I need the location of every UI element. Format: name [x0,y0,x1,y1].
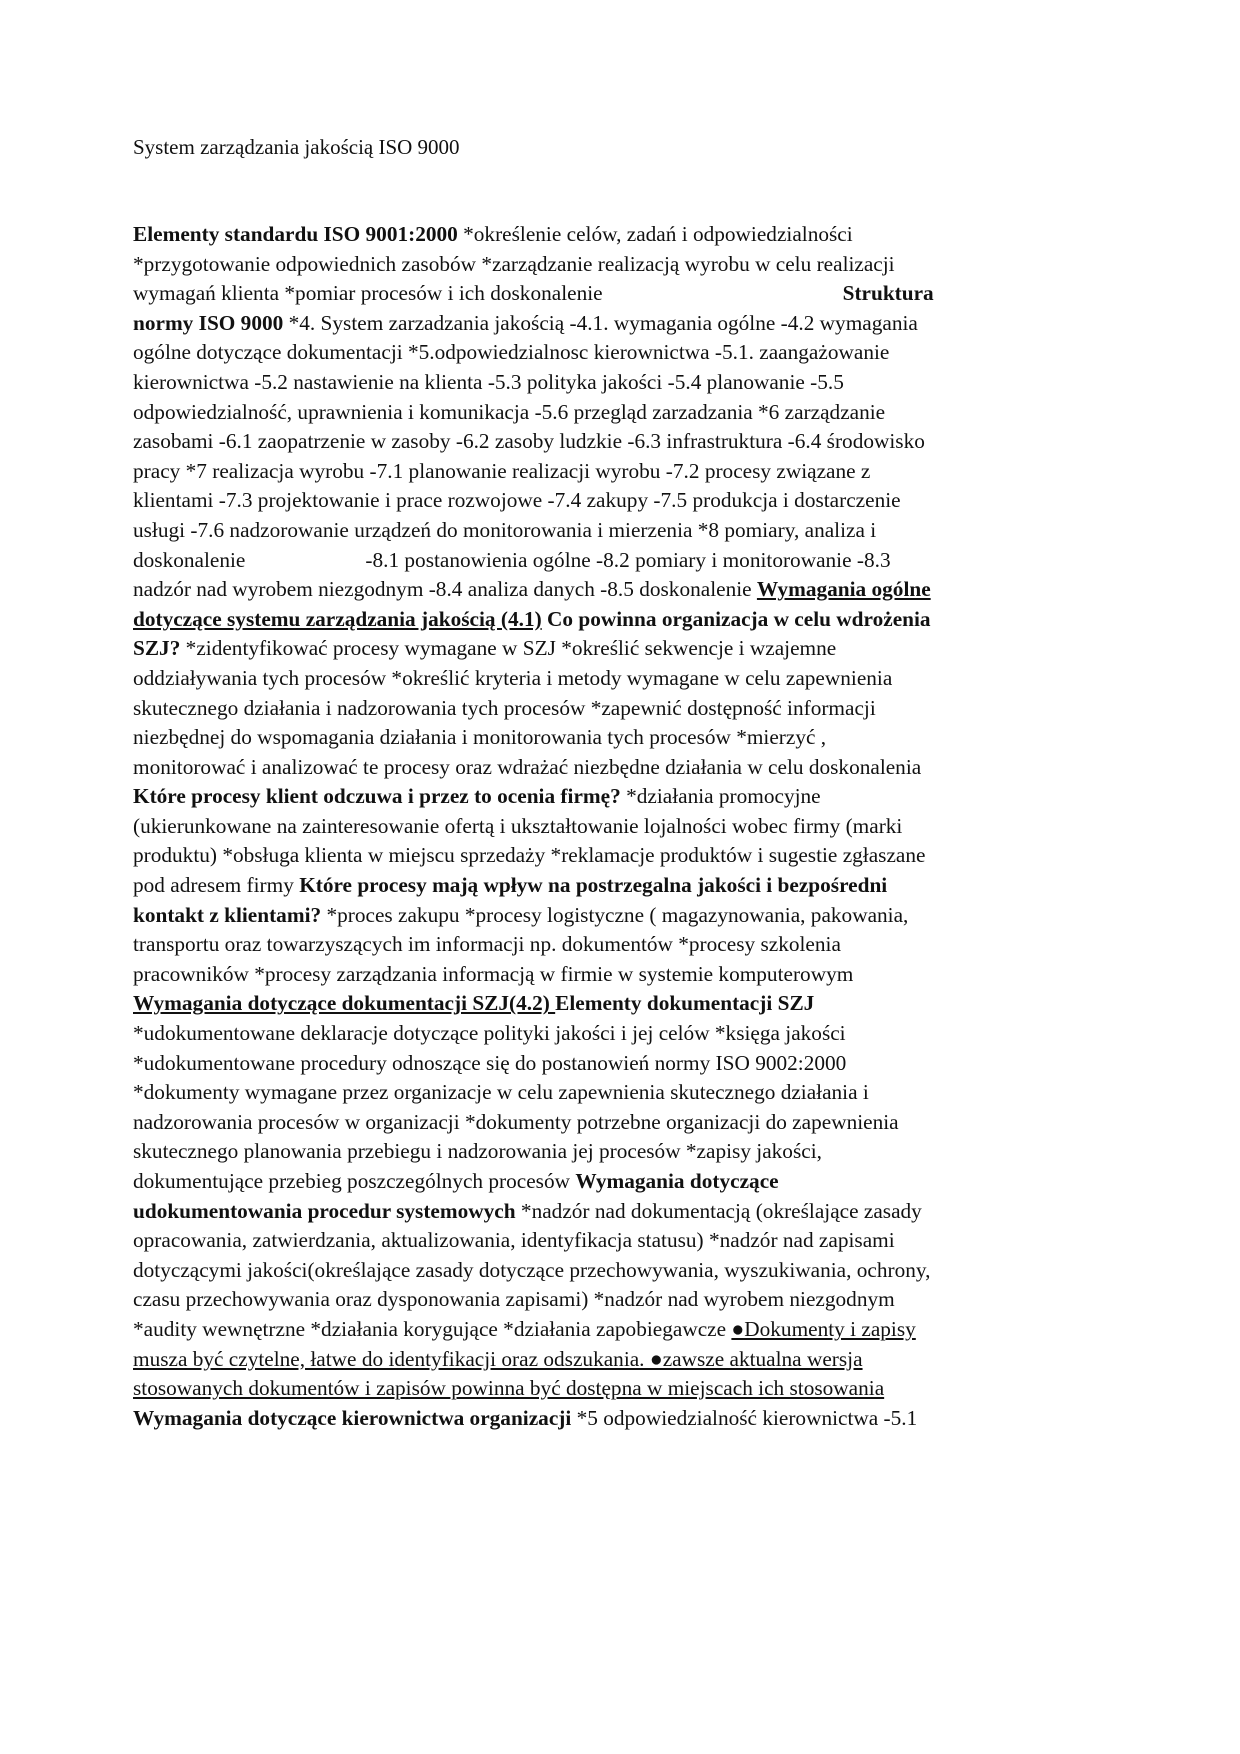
text-run: ●Dokumenty i zapisy [731,1316,916,1341]
text-line [133,753,983,783]
text-line [133,427,983,457]
text-line [133,634,983,664]
text-line [133,812,983,842]
text-line [133,901,983,931]
heading-run: dotyczące systemu zarządzania jakością (4.1) [133,606,542,631]
text-line [133,220,983,250]
text-line [133,516,983,546]
text-run: *udokumentowane deklaracje dotyczące polityki jakości i jej celów *księga jakości [133,1021,846,1046]
text-line [133,250,983,280]
text-line [133,1137,983,1167]
text-run: zasobami -6.1 zaopatrzenie w zasoby -6.2 zasoby ludzkie -6.3 infrastruktura -6.4 środowisko [133,429,925,454]
text-run: *proces zakupu *procesy logistyczne ( magazynowania, pakowania, [321,902,909,927]
text-run: *dokumenty wymagane przez organizacje w celu zapewnienia skutecznego działania i [133,1080,869,1105]
text-run: *udokumentowane procedury odnoszące się do postanowień normy ISO 9002:2000 [133,1050,847,1075]
text-run: pracowników *procesy zarządzania informacją w firmie w systemie komputerowym [133,961,854,986]
text-run: oddziaływania tych procesów *określić kryteria i metody wymagane w celu zapewnienia [133,665,893,690]
text-run: *5 odpowiedzialność kierownictwa -5.1 [571,1405,918,1430]
text-line [133,1345,983,1375]
text-line [133,309,983,339]
text-line [133,398,983,428]
text-run: stosowanych dokumentów i zapisów powinna być dostępna w miejscach ich stosowania [133,1376,885,1401]
text-line [133,664,983,694]
text-line [133,1108,983,1138]
text-line [133,1078,983,1108]
heading-run: Elementy dokumentacji SZJ [555,991,815,1016]
text-run: musza być czytelne, łatwe do identyfikacji oraz odszukania. ●zawsze aktualna wersja [133,1346,863,1371]
text-run: *nadzór nad dokumentacją (określające zasady [515,1198,922,1223]
text-line [133,279,983,309]
heading-run: Elementy standardu ISO 9001:2000 [133,222,458,246]
text-line [133,1285,983,1315]
text-run: dokumentujące przebieg poszczególnych procesów [133,1169,576,1193]
text-run: ogólne dotyczące dokumentacji *5.odpowiedzialnosc kierownictwa -5.1. zaangażowanie [133,340,890,365]
heading-run: udokumentowania procedur systemowych [133,1198,516,1223]
heading-run: Co powinna organizacja w celu wdrożenia [541,606,931,631]
text-line [133,486,983,516]
text-line [133,1315,983,1345]
text-line [133,457,983,487]
text-run: transportu oraz towarzyszących im informacji np. dokumentów *procesy szkolenia [133,932,841,957]
text-run: skutecznego planowania przebiegu i nadzorowania jej procesów *zapisy jakości, [133,1139,822,1164]
text-run: -8.1 postanowienia ogólne -8.2 pomiary i monitorowanie -8.3 [365,547,891,572]
text-line [133,960,983,990]
document-title: System zarządzania jakością ISO 9000 [133,135,460,159]
text-run: wymagań klienta *pomiar procesów i ich doskonalenie [133,281,603,306]
text-line [133,1226,983,1256]
text-run: doskonalenie [133,547,246,572]
text-line [133,782,983,812]
text-run: kierownictwa -5.2 nastawienie na klienta -5.3 polityka jakości -5.4 planowanie -5.5 [133,369,844,394]
text-line [133,605,983,635]
text-run: czasu przechowywania oraz dysponowania zapisami) *nadzór nad wyrobem niezgodnym [133,1287,895,1312]
text-run: *określenie celów, zadań i odpowiedzialności [457,222,853,246]
text-run: monitorować i analizować te procesy oraz wdrażać niezbędne działania w celu doskonalenia [133,754,922,779]
text-line [133,871,983,901]
text-line [133,1049,983,1079]
text-line [133,989,983,1019]
text-line [133,338,983,368]
heading-run: Struktura [842,281,934,306]
text-run: (ukierunkowane na zainteresowanie ofertą i ukształtowanie lojalności wobec firmy (marki [133,813,903,838]
text-line [133,575,983,605]
text-run: *zidentyfikować procesy wymagane w SZJ *określić sekwencje i wzajemne [180,636,837,661]
heading-run: Które procesy mają wpływ na postrzegalna jakości i bezpośredni [299,873,888,898]
heading-run: Wymagania dotyczące [575,1169,779,1193]
text-line [133,694,983,724]
text-line [133,1167,983,1197]
text-line [133,1404,983,1434]
text-line [133,368,983,398]
heading-run: kontakt z klientami? [133,902,322,927]
text-run: produktu) *obsługa klienta w miejscu sprzedaży *reklamacje produktów i sugestie zgłaszane [133,843,926,868]
heading-run: SZJ? [133,636,181,661]
text-run: niezbędnej do wspomagania działania i monitorowania tych procesów *mierzyć , [133,725,827,750]
text-run: nadzorowania procesów w organizacji *dokumenty potrzebne organizacji do zapewnienia [133,1109,899,1134]
heading-run: Wymagania dotyczące dokumentacji SZJ(4.2) [133,991,556,1016]
text-line [133,1197,983,1227]
text-run: usługi -7.6 nadzorowanie urządzeń do monitorowania i mierzenia *8 pomiary, analiza i [133,517,877,542]
text-run: pracy *7 realizacja wyrobu -7.1 planowanie realizacji wyrobu -7.2 procesy związane z [133,458,871,483]
text-run: *audity wewnętrzne *działania korygujące *działania zapobiegawcze [133,1316,732,1341]
text-line [133,546,983,576]
heading-run: Wymagania ogólne [756,577,931,602]
text-run: pod adresem firmy [133,873,300,898]
text-run: *4. System zarzadzania jakością -4.1. wymagania ogólne -4.2 wymagania [283,310,918,335]
document-body [133,220,983,1433]
text-run: odpowiedzialność, uprawnienia i komunikacja -5.6 przegląd zarzadzania *6 zarządzanie [133,399,886,424]
text-line [133,841,983,871]
text-run: klientami -7.3 projektowanie i prace rozwojowe -7.4 zakupy -7.5 produkcja i dostarczenie [133,488,901,513]
heading-run: normy ISO 9000 [133,310,284,335]
text-run: nadzór nad wyrobem niezgodnym -8.4 analiza danych -8.5 doskonalenie [133,577,757,602]
text-run: opracowania, zatwierdzania, aktualizowania, identyfikacja statusu) *nadzór nad zapisami [133,1228,895,1253]
text-line [133,1256,983,1286]
text-line [133,1019,983,1049]
text-run: skutecznego działania i nadzorowania tych procesów *zapewnić dostępność informacji [133,695,876,720]
heading-run: Które procesy klient odczuwa i przez to ocenia firmę? [133,784,621,809]
text-line [133,930,983,960]
text-line [133,1374,983,1404]
text-run: *działania promocyjne [620,784,821,809]
text-line [133,723,983,753]
heading-run: Wymagania dotyczące kierownictwa organizacji [133,1405,572,1430]
text-run: dotyczącymi jakości(określające zasady dotyczące przechowywania, wyszukiwania, ochrony, [133,1257,931,1282]
text-run: *przygotowanie odpowiednich zasobów *zarządzanie realizacją wyrobu w celu realizacji [133,251,895,276]
